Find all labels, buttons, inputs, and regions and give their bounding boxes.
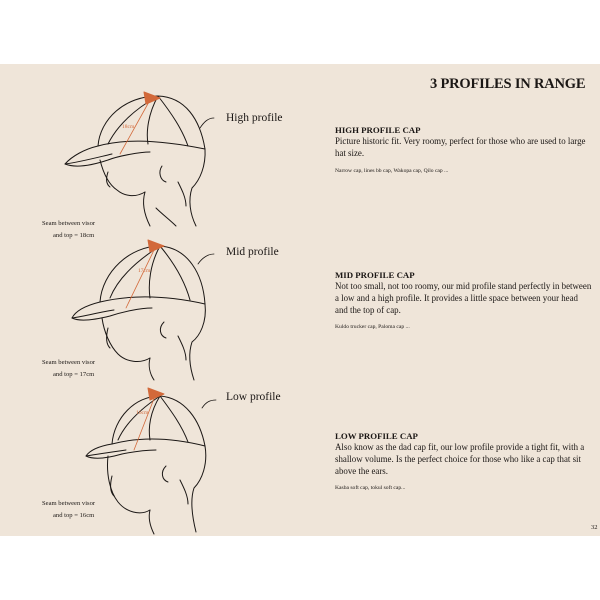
high-profile-section (335, 125, 593, 174)
seam-note-line: Seam between visor (42, 359, 96, 366)
section-body: Picture historic fit. Very roomy, perfect for those who are used to large hat size. (335, 136, 586, 158)
seam-note-line: and top = 18cm (53, 232, 95, 239)
section-title: LOW PROFILE CAP (335, 431, 418, 441)
section-title: HIGH PROFILE CAP (335, 125, 421, 135)
seam-note-line: Seam between visor (42, 220, 96, 227)
page-heading: 3 PROFILES IN RANGE (430, 76, 586, 92)
low-profile-section (335, 431, 593, 491)
section-title: MID PROFILE CAP (335, 270, 415, 280)
section-body: Not too small, not too roomy, our mid profile stand perfectly in between a low and a high profile. It provides a little space between your head and the top of cap. (335, 281, 592, 315)
seam-note (42, 357, 95, 381)
measure-label: 17cm (138, 268, 151, 274)
mid-profile-figure (0, 232, 330, 382)
section-models: Narrow cap, lines bb cap, Wakopa cap, Qilo cap ... (335, 167, 449, 174)
measure-label: 18cm (122, 124, 135, 130)
profile-label: Mid profile (226, 246, 279, 258)
profile-label: High profile (226, 112, 283, 124)
measure-label: 16cm (136, 410, 149, 416)
profile-label: Low profile (226, 391, 281, 403)
section-models: Kuldo trucker cap, Paloma cap ... (335, 324, 410, 331)
cap-head-illustration (0, 74, 330, 234)
seam-note-line: and top = 17cm (53, 371, 95, 378)
measurement-arrow-icon (120, 92, 160, 154)
page-number: 32 (591, 524, 598, 531)
high-profile-figure (0, 74, 330, 239)
seam-note-line: and top = 16cm (53, 512, 95, 519)
seam-note (42, 498, 95, 522)
section-body: Also know as the dad cap fit, our low profile provide a tight fit, with a shallow volume. Is the perfect choice for those who like a cap that sit above the ears. (335, 442, 585, 476)
seam-note-line: Seam between visor (42, 500, 96, 507)
section-models: Kasba soft cap, tokul soft cap... (335, 485, 406, 492)
mid-profile-section (335, 270, 593, 330)
brochure-page (0, 64, 600, 536)
low-profile-figure (0, 382, 330, 536)
